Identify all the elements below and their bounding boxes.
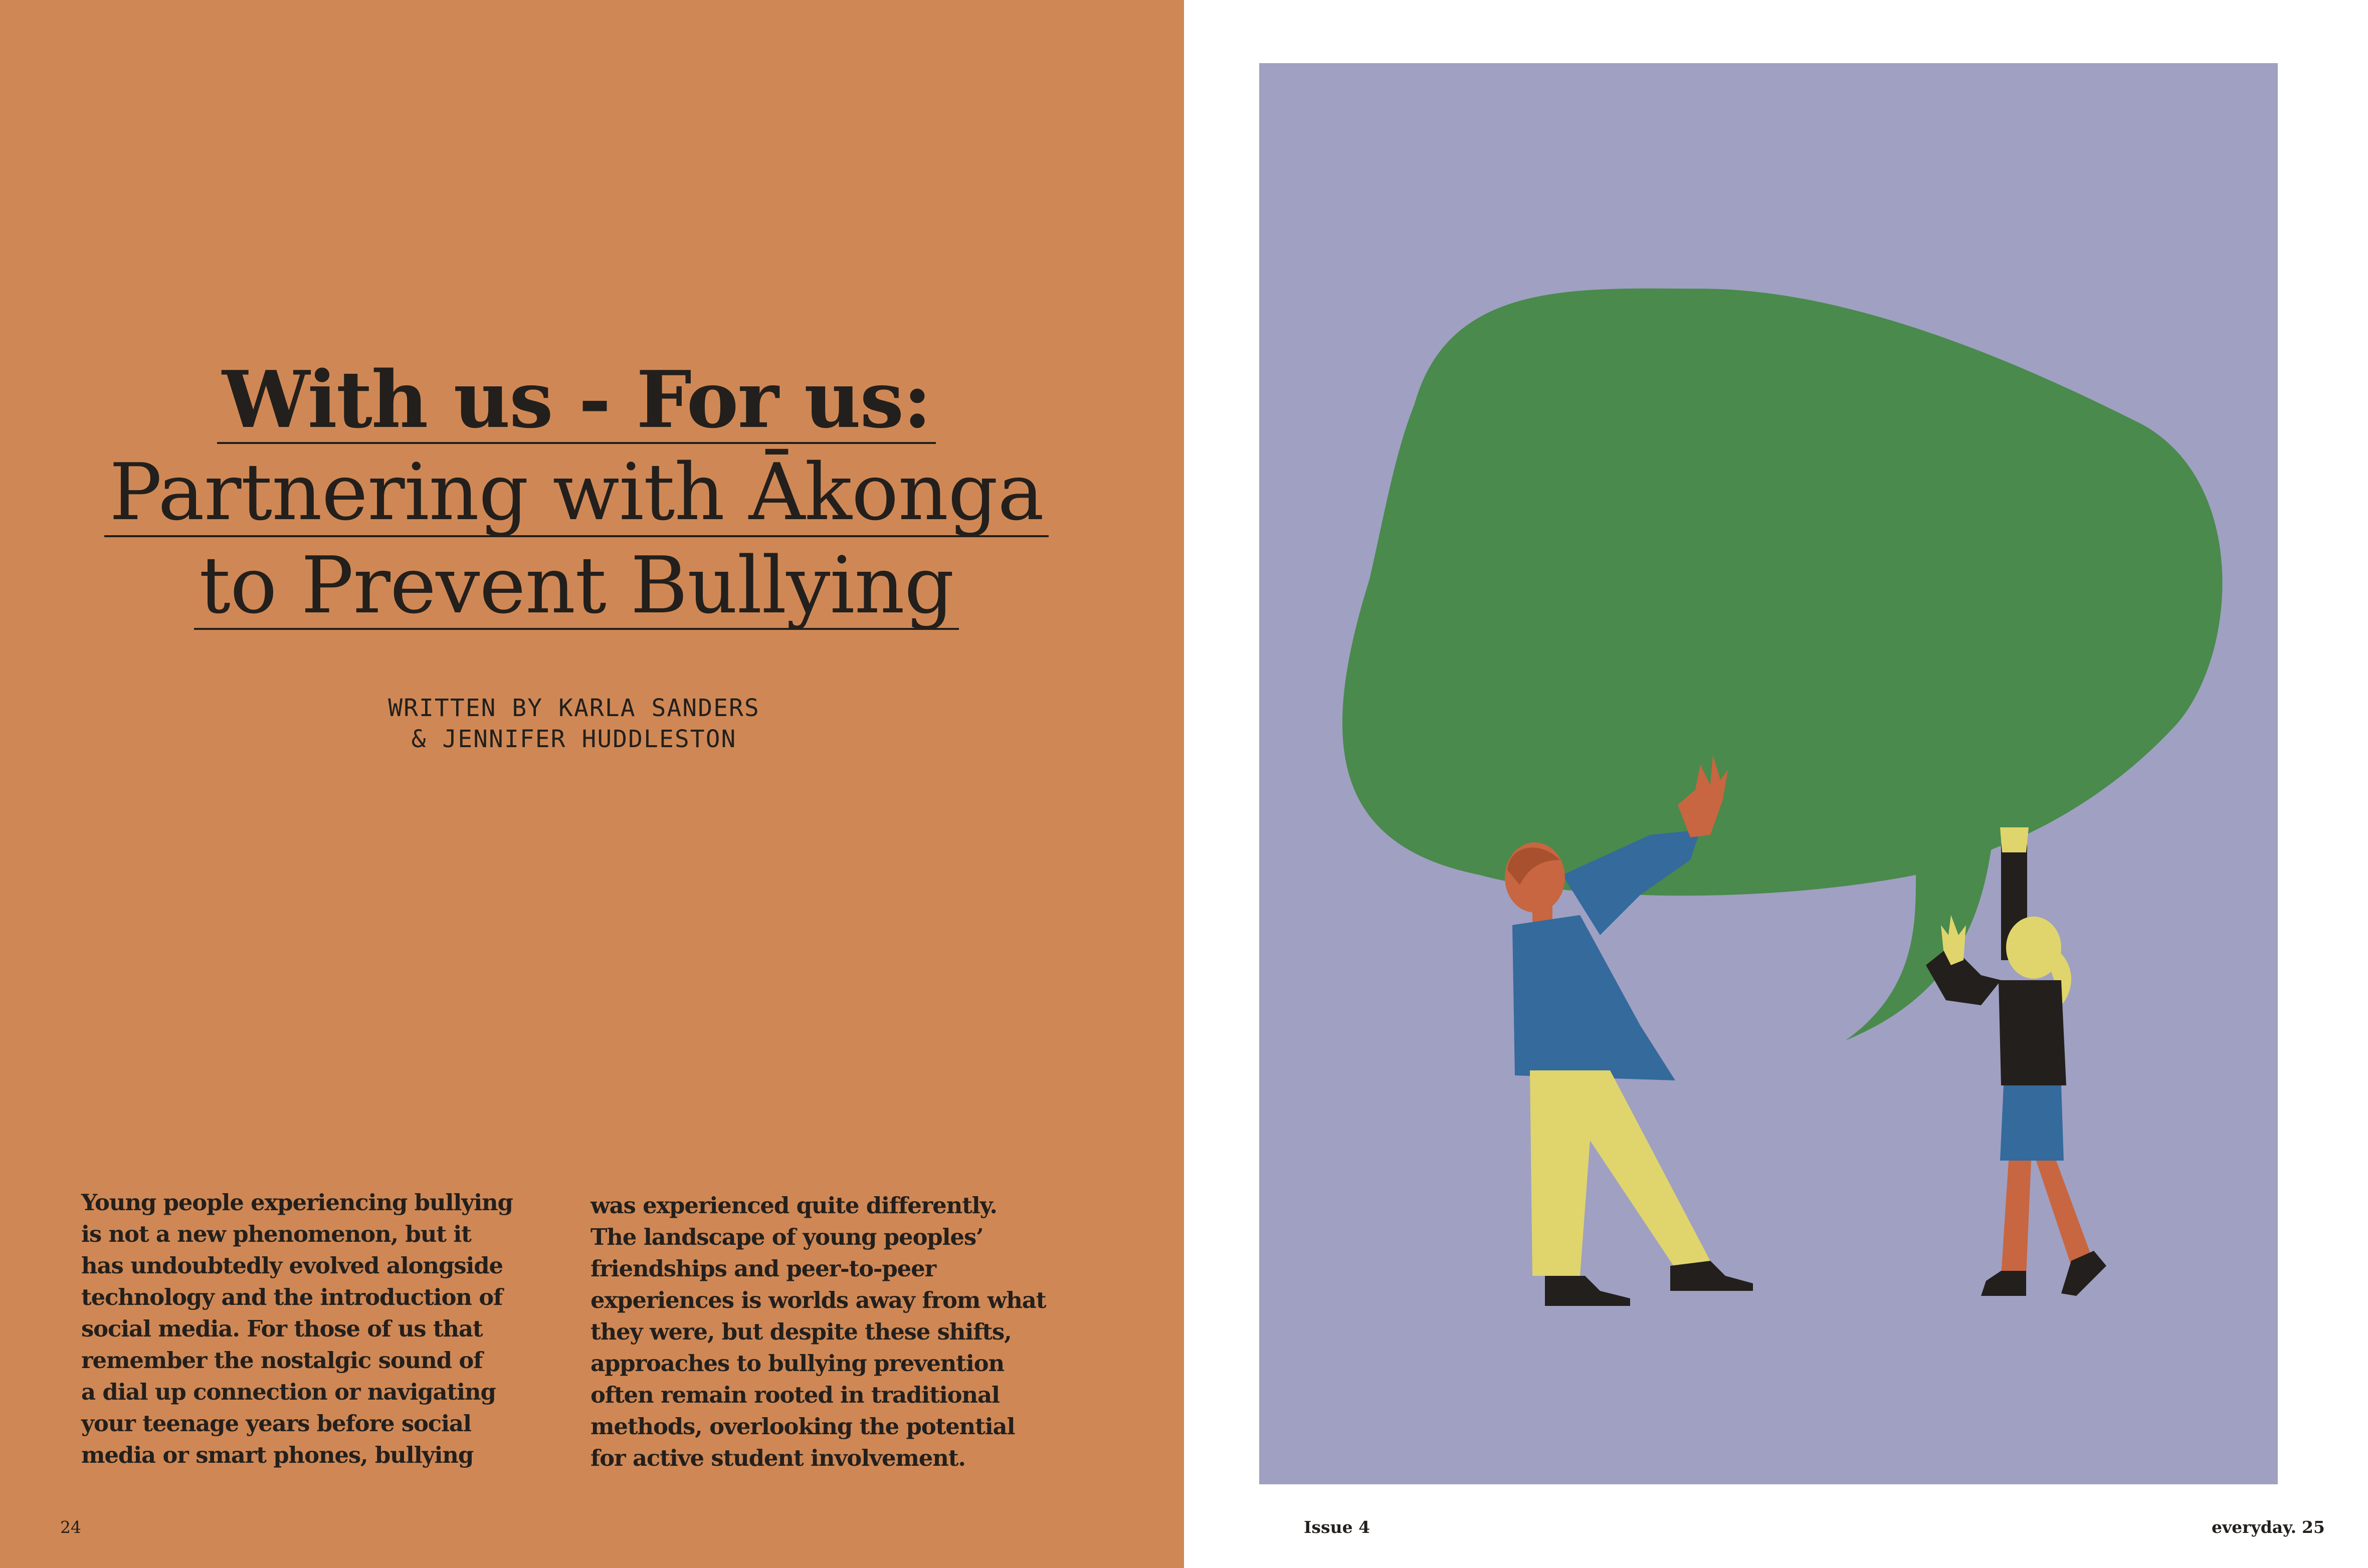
title-line-1: With us - For us: — [217, 358, 936, 444]
illustration-svg — [1259, 63, 2278, 1484]
title-line-3: to Prevent Bullying — [194, 544, 959, 630]
page-number-right: 25 — [2302, 1517, 2325, 1537]
byline — [0, 693, 1148, 755]
title-line-2: Partnering with Ākonga — [104, 451, 1049, 537]
body-column-1: Young people experiencing bullying is not a new phenomenon, but it has undoubtedly evolved alongside technology and the introduction of social media. For those of us that remember the nostalgic sound of a dial up connection or navigating your teenage years before social media or smart phones, bullying — [81, 1189, 513, 1468]
body-column-2: was experienced quite differently. The landscape of young peoples’ friendships and peer-to-peer experiences is worlds away from what they were, but despite these shifts, approaches to bullying prevention often remain rooted in traditional methods, overlooking the potential for active student involvement. — [590, 1192, 1046, 1471]
page-number-left: 24 — [60, 1517, 81, 1537]
article-title — [0, 354, 1153, 637]
byline-line-1: WRITTEN BY KARLA SANDERS — [388, 694, 760, 722]
speech-bubble — [1342, 289, 2223, 1040]
issue-label: Issue 4 — [1304, 1517, 1370, 1537]
magazine-name: everyday. — [2212, 1517, 2297, 1537]
right-page — [1184, 0, 2368, 1568]
byline-line-2: & JENNIFER HUDDLESTON — [411, 725, 737, 753]
illustration — [1259, 63, 2278, 1484]
